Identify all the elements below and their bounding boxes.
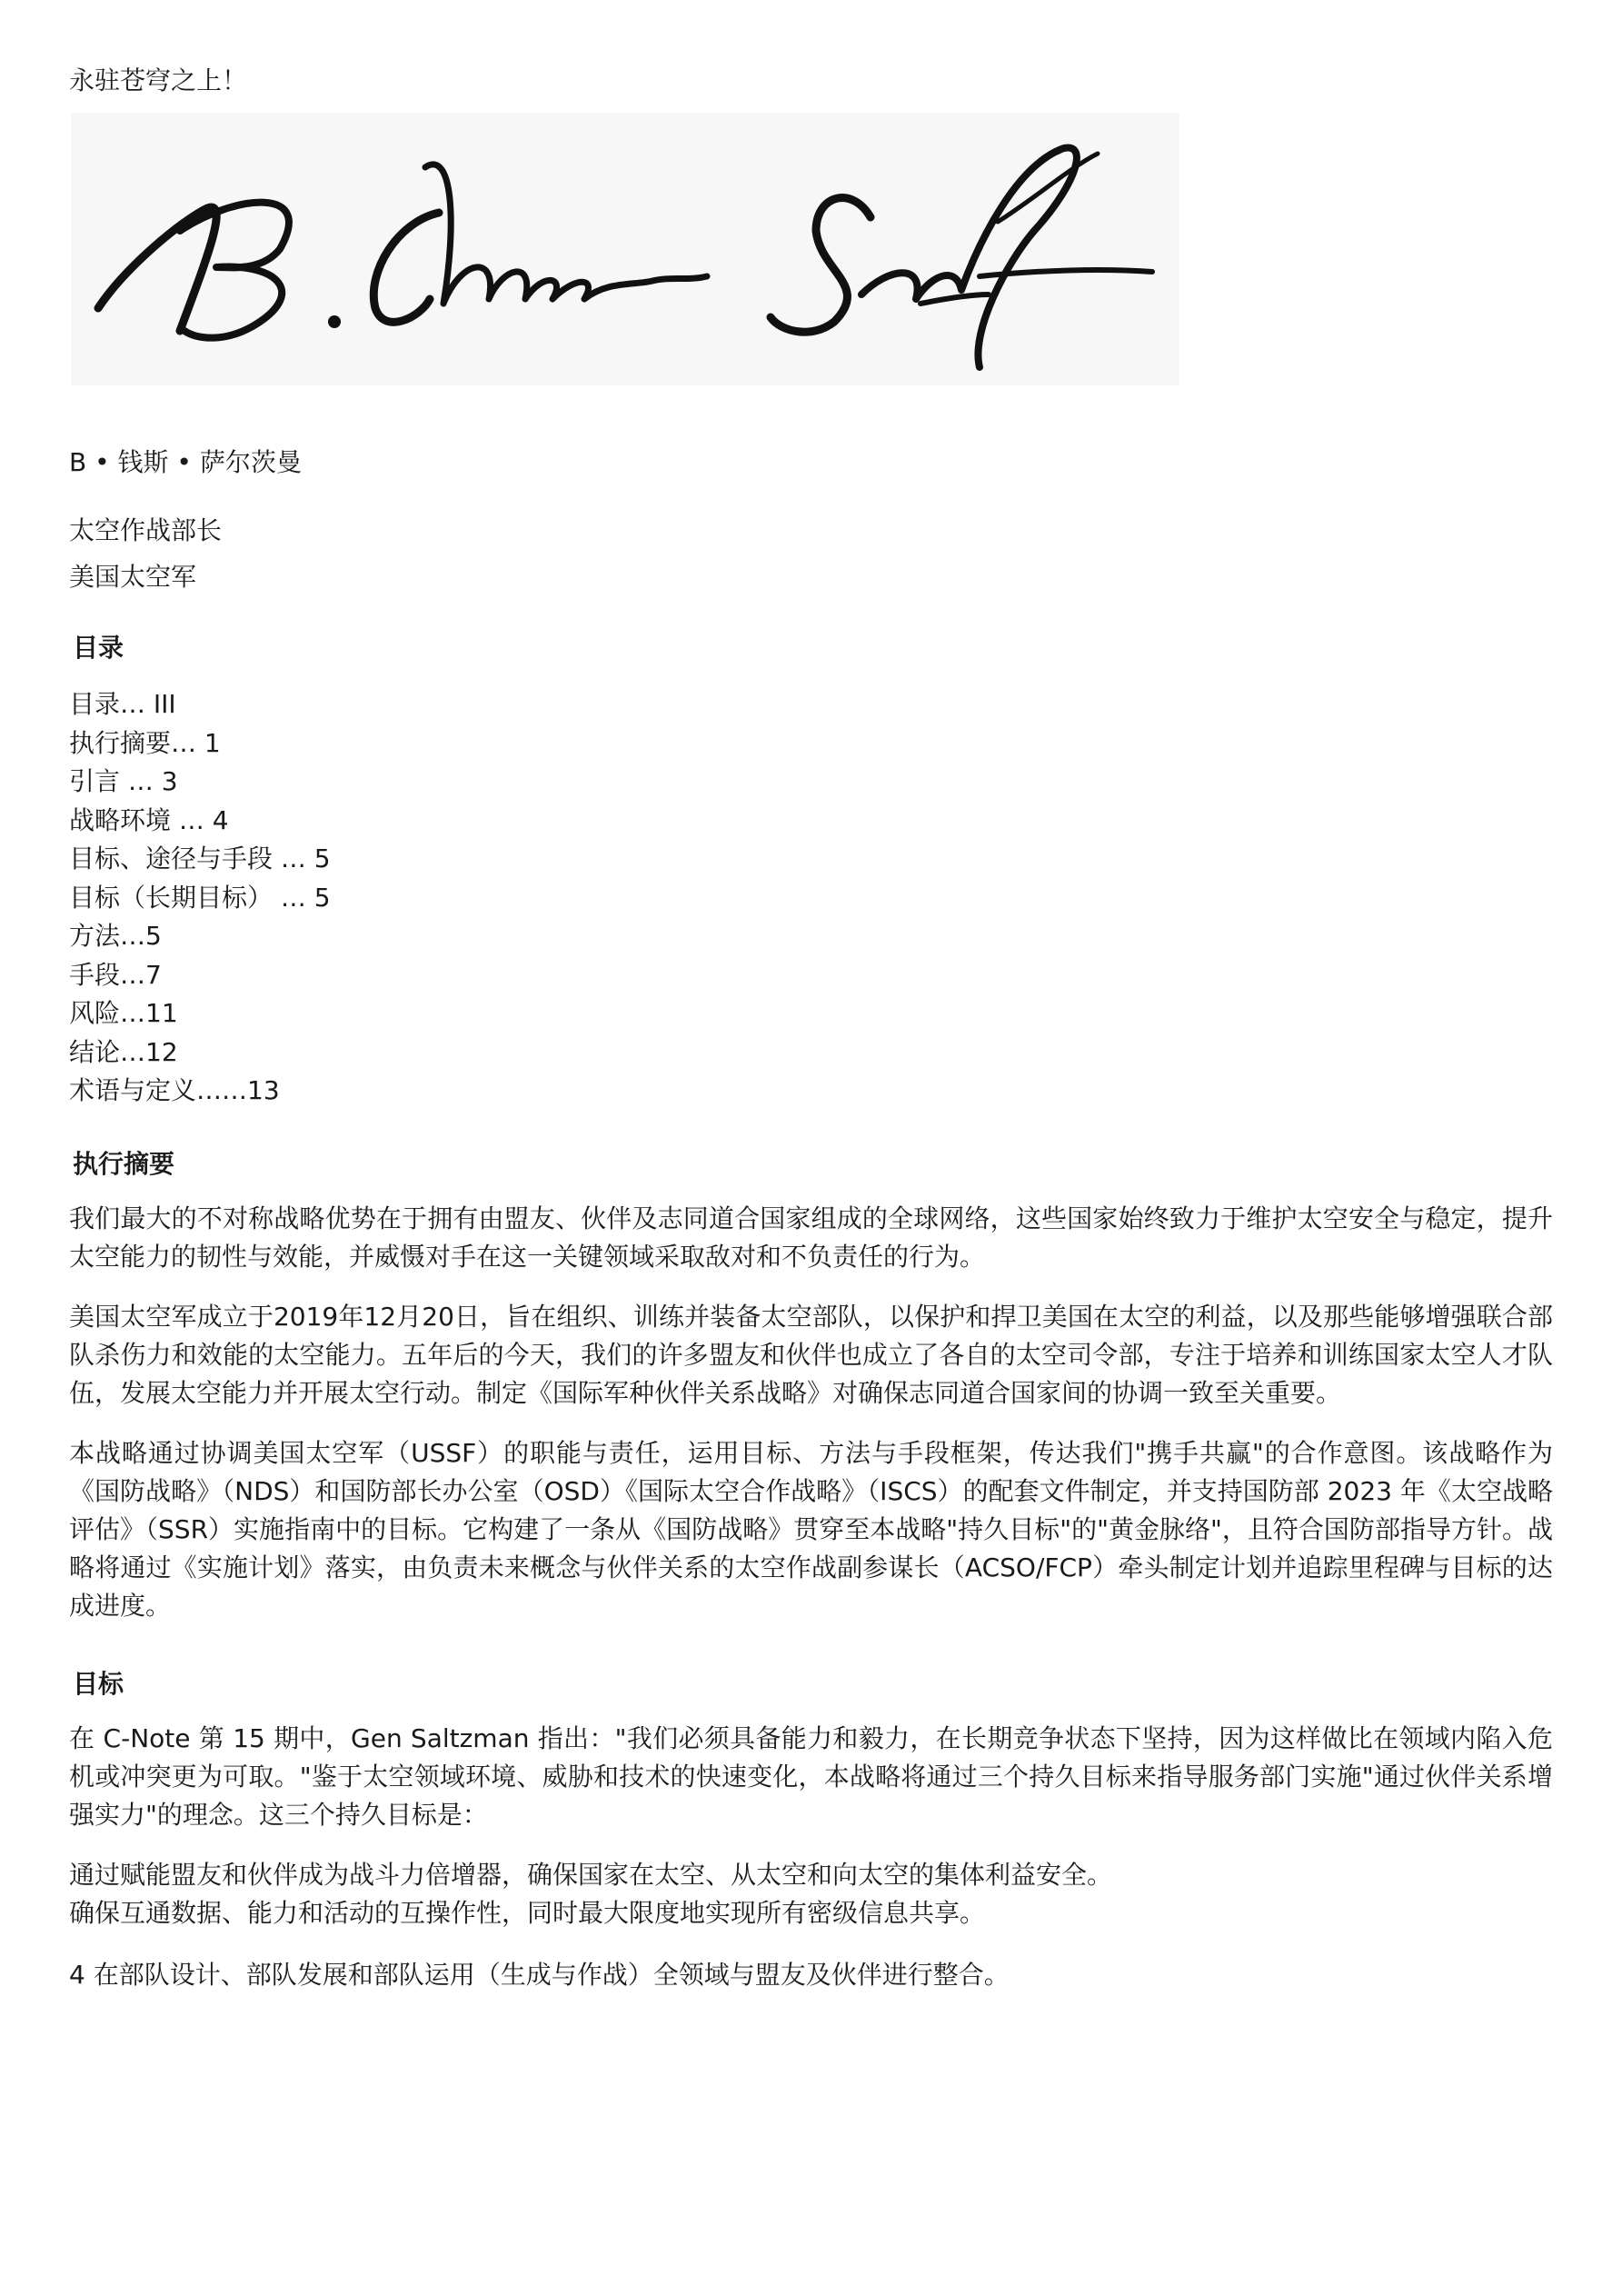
executive-summary-paragraph: 本战略通过协调美国太空军（USSF）的职能与责任，运用目标、方法与手段框架，传达我们"携手共赢"的合作意图。该战略作为《国防战略》（NDS）和国防部长办公室（OSD）《国际太空合作战略》（ISCS）的配套文件制定，并支持国防部 2023 年《太空战略评估》（SSR）实施指南中的目标。它构建了一条从《国防战略》贯穿至本战略"持久目标"的"黄金脉络"，且符合国防部指导方针。战略将通过《实施计划》落实，由负责未来概念与伙伴关系的太空作战副参谋长（ACSO/FCP）牵头制定计划并追踪里程碑与目标的达成进度。: [69, 1437, 1553, 1621]
toc-item: 手段…7: [69, 959, 162, 990]
toc-item: 引言 … 3: [69, 766, 178, 796]
goal-item: 4 在部队设计、部队发展和部队运用（生成与作战）全领域与盟友及伙伴进行整合。: [69, 1959, 1010, 1990]
signer-title-organization: 美国太空军: [69, 562, 197, 592]
executive-summary-heading: 执行摘要: [73, 1148, 175, 1179]
toc-item: 术语与定义……13: [69, 1075, 280, 1105]
goals-heading: 目标: [73, 1668, 124, 1699]
signer-title-position: 太空作战部长: [69, 515, 223, 545]
goal-item: 确保互通数据、能力和活动的互操作性，同时最大限度地实现所有密级信息共享。: [69, 1897, 986, 1928]
table-of-contents: [69, 685, 1553, 1111]
toc-item: 战略环境 … 4: [69, 804, 229, 835]
toc-item: 方法…5: [69, 921, 162, 951]
signer-title-block: [69, 507, 1553, 600]
toc-heading: 目录: [73, 633, 124, 663]
executive-summary-paragraph: 我们最大的不对称战略优势在于拥有由盟友、伙伴及志同道合国家组成的全球网络，这些国家始终致力于维护太空安全与稳定，提升太空能力的韧性与效能，并威慑对手在这一关键领域采取敌对和不负责任的行为。: [69, 1203, 1553, 1272]
signature-image: [71, 113, 1179, 385]
goal-item: 通过赋能盟友和伙伴成为战斗力倍增器，确保国家在太空、从太空和向太空的集体利益安全。: [69, 1859, 1113, 1890]
toc-item: 目标（长期目标） … 5: [69, 882, 331, 913]
toc-item: 目录… III: [69, 689, 176, 719]
executive-summary-paragraph: 美国太空军成立于2019年12月20日，旨在组织、训练并装备太空部队，以保护和捍卫美国在太空的利益，以及那些能够增强联合部队杀伤力和效能的太空能力。五年后的今天，我们的许多盟友和伙伴也成立了各自的太空司令部，专注于培养和训练国家太空人才队伍，发展太空能力并开展太空行动。制定《国际军种伙伴关系战略》对确保志同道合国家间的协调一致至关重要。: [69, 1301, 1553, 1408]
goals-list: [69, 1856, 1553, 1932]
toc-item: 风险…11: [69, 998, 178, 1028]
toc-item: 执行摘要… 1: [69, 727, 221, 758]
goals-intro-paragraph: 在 C-Note 第 15 期中，Gen Saltzman 指出："我们必须具备能力和毅力，在长期竞争状态下坚持，因为这样做比在领域内陷入危机或冲突更为可取。"鉴于太空领域环境、威胁和技术的快速变化，本战略将通过三个持久目标来指导服务部门实施"通过伙伴关系增强实力"的理念。这三个持久目标是：: [69, 1722, 1553, 1830]
toc-item: 结论…12: [69, 1036, 178, 1067]
signer-name: B • 钱斯 • 萨尔茨曼: [69, 447, 302, 477]
toc-item: 目标、途径与手段 … 5: [69, 844, 331, 873]
closing-salutation: 永驻苍穹之上！: [69, 65, 248, 95]
